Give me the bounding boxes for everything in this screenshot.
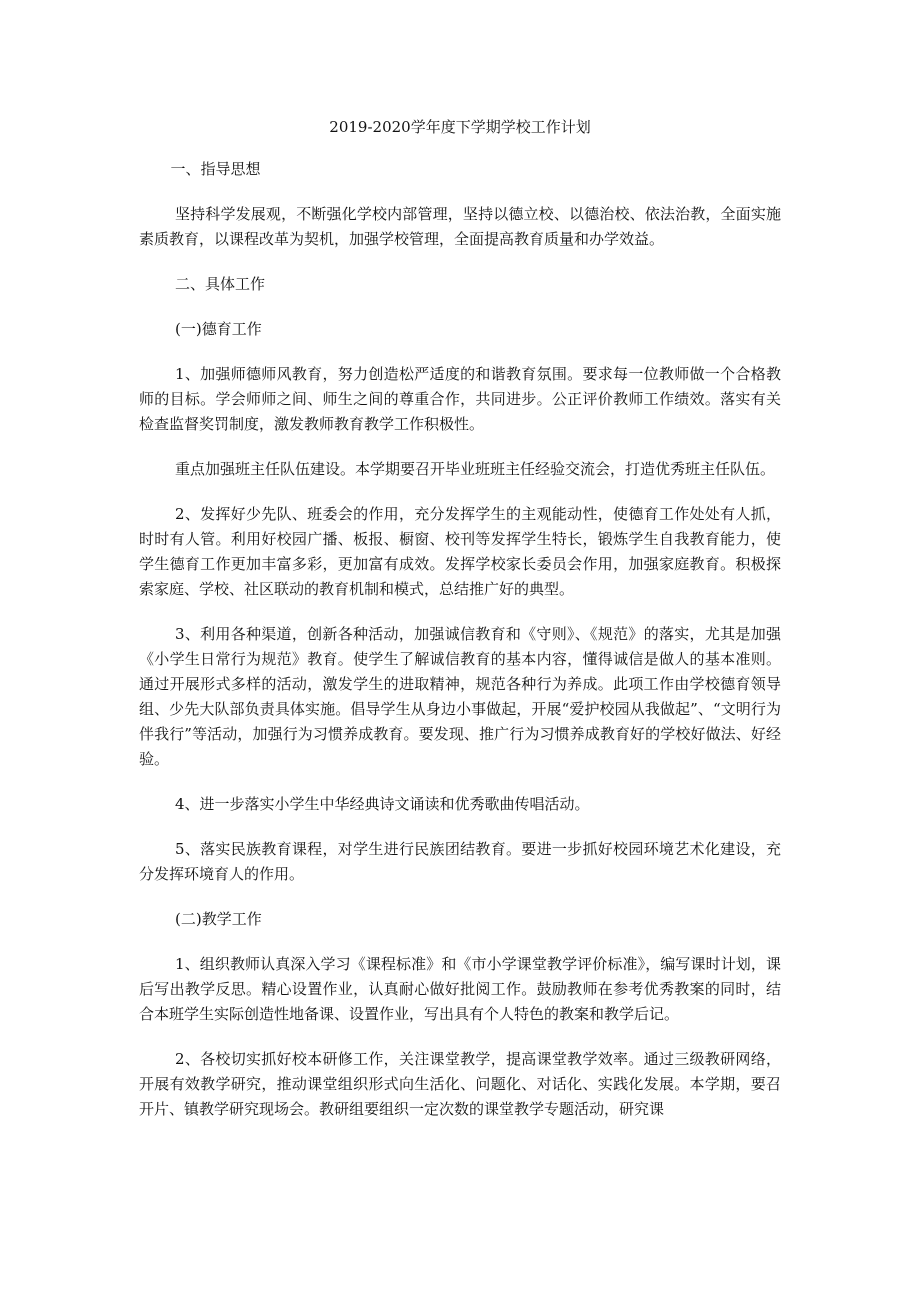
document-title: 2019-2020学年度下学期学校工作计划 bbox=[329, 118, 591, 136]
paragraph-moral-item-1: 1、加强师德师风教育，努力创造松严适度的和谐教育氛围。要求每一位教师做一个合格教师的目标。学会师师之间、师生之间的尊重合作，共同进步。公正评价教师工作绩效。落实有关检查监督奖罚制度，激发教师教育教学工作积极性。 bbox=[139, 365, 781, 433]
subsection-heading-teaching-work: (二)教学工作 bbox=[175, 910, 262, 928]
paragraph-teaching-item-2: 2、各校切实抓好校本研修工作，关注课堂教学，提高课堂教学效率。通过三级教研网络，开展有效教学研究，推动课堂组织形式向生活化、问题化、对话化、实践化发展。本学期，要召开片、镇教学研究现场会。教研组要组织一定次数的课堂教学专题活动，研究课 bbox=[139, 1050, 781, 1118]
paragraph-moral-item-4: 4、进一步落实小学生中华经典诗文诵读和优秀歌曲传唱活动。 bbox=[175, 795, 590, 813]
document-body bbox=[139, 157, 781, 1142]
paragraph-moral-item-2: 2、发挥好少先队、班委会的作用，充分发挥学生的主观能动性，使德育工作处处有人抓，时时有人管。利用好校园广播、板报、橱窗、校刊等发挥学生特长，锻炼学生自我教育能力，使学生德育工作更加丰富多彩，更加富有成效。发挥学校家长委员会作用，加强家庭教育。积极探索家庭、学校、社区联动的教育机制和模式，总结推广好的典型。 bbox=[139, 505, 781, 598]
subsection-heading-moral-education: (一)德育工作 bbox=[175, 320, 262, 338]
paragraph-moral-item-3: 3、利用各种渠道，创新各种活动，加强诚信教育和《守则》、《规范》的落实，尤其是加强《小学生日常行为规范》教育。使学生了解诚信教育的基本内容，懂得诚信是做人的基本准则。通过开展形式多样的活动，激发学生的进取精神，规范各种行为养成。此项工作由学校德育领导组、少先大队部负责具体实施。倡导学生从身边小事做起，开展“爱护校园从我做起”、“文明行为伴我行”等活动，加强行为习惯养成教育。要发现、推广行为习惯养成教育好的学校好做法、好经验。 bbox=[139, 625, 781, 768]
paragraph-teaching-item-1: 1、组织教师认真深入学习《课程标准》和《市小学课堂教学评价标准》，编写课时计划，课后写出教学反思。精心设置作业，认真耐心做好批阅工作。鼓励教师在参考优秀教案的同时，结合本班学生实际创造性地备课、设置作业，写出具有个人特色的教案和教学后记。 bbox=[139, 955, 781, 1023]
paragraph-moral-item-1-extra: 重点加强班主任队伍建设。本学期要召开毕业班班主任经验交流会，打造优秀班主任队伍。 bbox=[175, 460, 776, 478]
paragraph-guiding-ideology: 坚持科学发展观，不断强化学校内部管理，坚持以德立校、以德治校、依法治教，全面实施素质教育，以课程改革为契机，加强学校管理，全面提高教育质量和办学效益。 bbox=[139, 205, 781, 248]
section-heading-guiding-ideology: 一、指导思想 bbox=[170, 160, 261, 178]
paragraph-moral-item-5: 5、落实民族教育课程，对学生进行民族团结教育。要进一步抓好校园环境艺术化建设，充分发挥环境育人的作用。 bbox=[139, 840, 781, 883]
section-heading-specific-work: 二、具体工作 bbox=[175, 275, 266, 293]
